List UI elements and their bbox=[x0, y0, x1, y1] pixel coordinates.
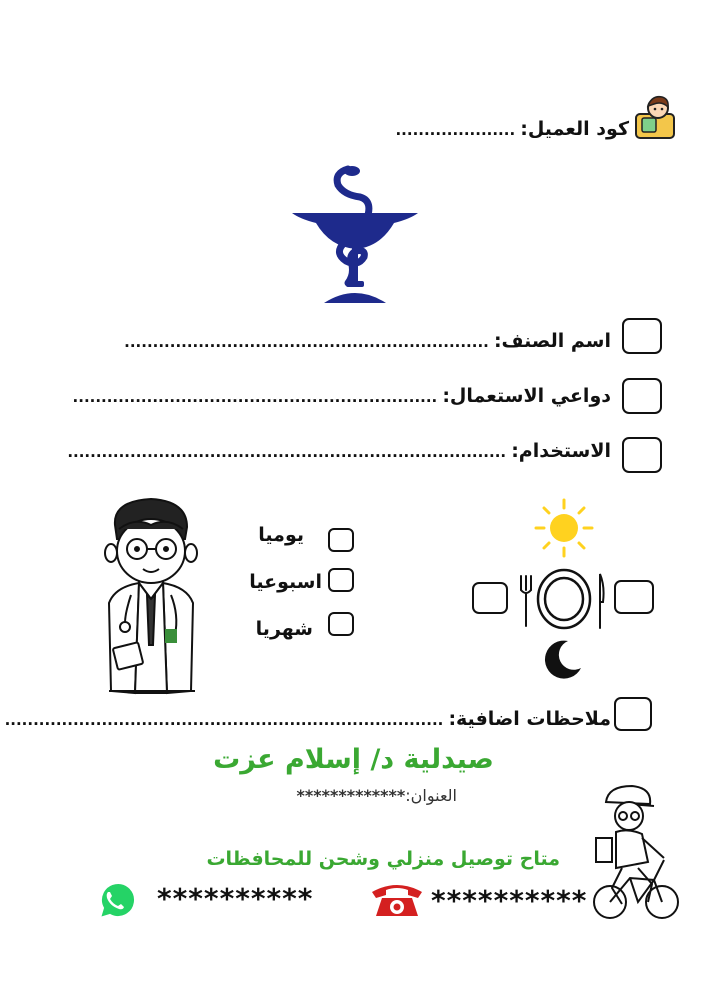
checkbox-indications[interactable] bbox=[622, 378, 662, 414]
checkbox-after-meal[interactable] bbox=[614, 580, 654, 614]
whatsapp-number: ********** bbox=[157, 882, 314, 915]
address-value: ************* bbox=[296, 786, 406, 805]
checkbox-monthly[interactable] bbox=[328, 612, 354, 636]
item-name-dots[interactable]: ................................................................ bbox=[124, 333, 489, 351]
sun-icon bbox=[533, 497, 595, 559]
whatsapp-icon[interactable] bbox=[92, 878, 136, 922]
checkbox-usage[interactable] bbox=[622, 437, 662, 473]
phone-number: ********** bbox=[431, 884, 588, 917]
moon-icon bbox=[542, 638, 584, 680]
customer-code-dots[interactable]: ..................... bbox=[395, 121, 516, 139]
daily-label: يوميا bbox=[258, 524, 304, 546]
monthly-label: شهريا bbox=[255, 618, 313, 640]
customer-code-label: كود العميل: bbox=[520, 118, 629, 140]
checkbox-notes[interactable] bbox=[614, 697, 652, 731]
address-label: العنوان: bbox=[405, 786, 457, 805]
indications-label: دواعي الاستعمال: bbox=[442, 385, 611, 407]
checkbox-daily[interactable] bbox=[328, 528, 354, 552]
knife-icon bbox=[594, 572, 606, 630]
bowl-of-hygieia-icon bbox=[290, 163, 420, 305]
usage-dots[interactable]: ............................................................................. bbox=[67, 443, 507, 461]
checkbox-before-meal[interactable] bbox=[472, 582, 508, 614]
notes-label: ملاحظات اضافية: bbox=[448, 708, 611, 730]
pharmacist-avatar-icon bbox=[632, 92, 678, 140]
item-name-label: اسم الصنف: bbox=[493, 330, 611, 352]
weekly-label: اسبوعيا bbox=[249, 571, 322, 593]
delivery-text: متاح توصيل منزلي وشحن للمحافظات bbox=[206, 848, 560, 870]
indications-dots[interactable]: ................................................................ bbox=[72, 388, 438, 406]
notes-dots[interactable]: ............................................................................. bbox=[4, 711, 444, 729]
usage-label: الاستخدام: bbox=[511, 440, 611, 462]
checkbox-item-name[interactable] bbox=[622, 318, 662, 354]
fork-icon bbox=[518, 574, 534, 628]
phone-icon[interactable] bbox=[370, 880, 424, 918]
plate-icon bbox=[536, 568, 592, 630]
pharmacy-name: صيدلية د/ إسلام عزت bbox=[213, 744, 494, 775]
checkbox-weekly[interactable] bbox=[328, 568, 354, 592]
doctor-illustration bbox=[95, 495, 210, 695]
delivery-cyclist-illustration bbox=[592, 784, 682, 924]
